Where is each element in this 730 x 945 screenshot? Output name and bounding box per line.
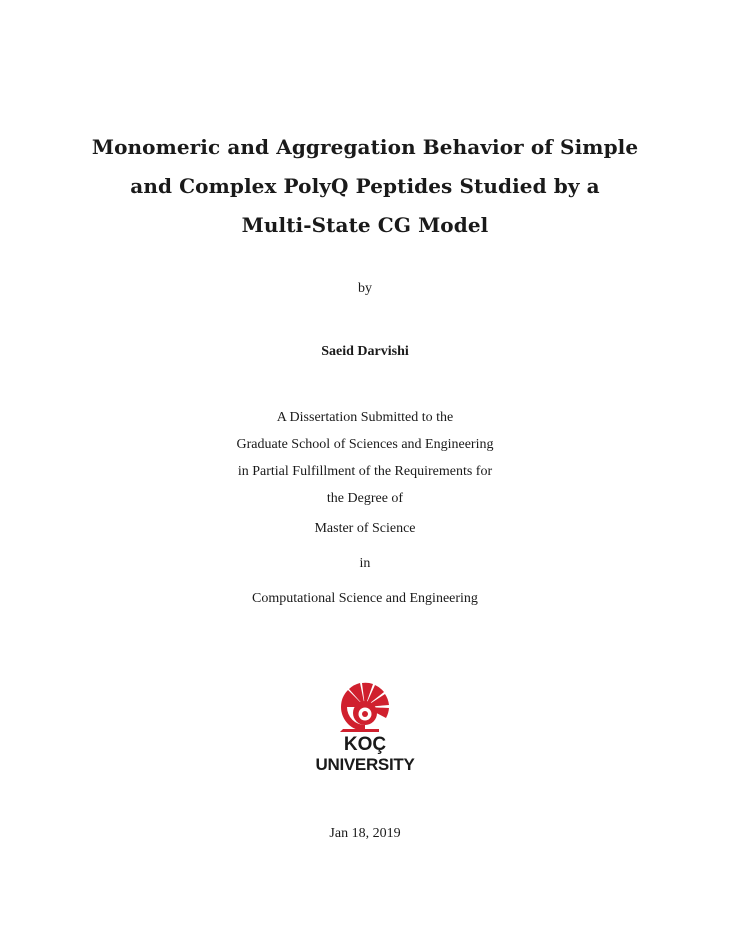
submission-date: Jan 18, 2019 bbox=[329, 826, 401, 841]
logo-wordmark-koc: KOÇ bbox=[343, 734, 387, 755]
degree-name: Master of Science bbox=[314, 521, 416, 536]
field-of-study: Computational Science and Engineering bbox=[252, 591, 478, 606]
statement-line-3: in Partial Fulfillment of the Requirements for bbox=[237, 464, 493, 479]
thesis-title bbox=[0, 128, 730, 245]
author-name: Saeid Darvishi bbox=[321, 344, 409, 359]
by-label: by bbox=[358, 281, 372, 296]
title-line-3: Multi-State CG Model bbox=[241, 213, 489, 237]
statement-line-4: the Degree of bbox=[326, 491, 404, 506]
submission-statement bbox=[0, 404, 730, 512]
statement-line-1: A Dissertation Submitted to the bbox=[276, 410, 454, 425]
logo-wordmark-university: UNIVERSITY bbox=[315, 755, 415, 774]
title-line-2: and Complex PolyQ Peptides Studied by a bbox=[130, 174, 600, 198]
koc-university-emblem-icon bbox=[300, 680, 430, 732]
statement-line-2: Graduate School of Sciences and Engineering bbox=[236, 437, 494, 452]
title-line-1: Monomeric and Aggregation Behavior of Simple bbox=[91, 135, 639, 159]
in-label: in bbox=[359, 556, 371, 571]
